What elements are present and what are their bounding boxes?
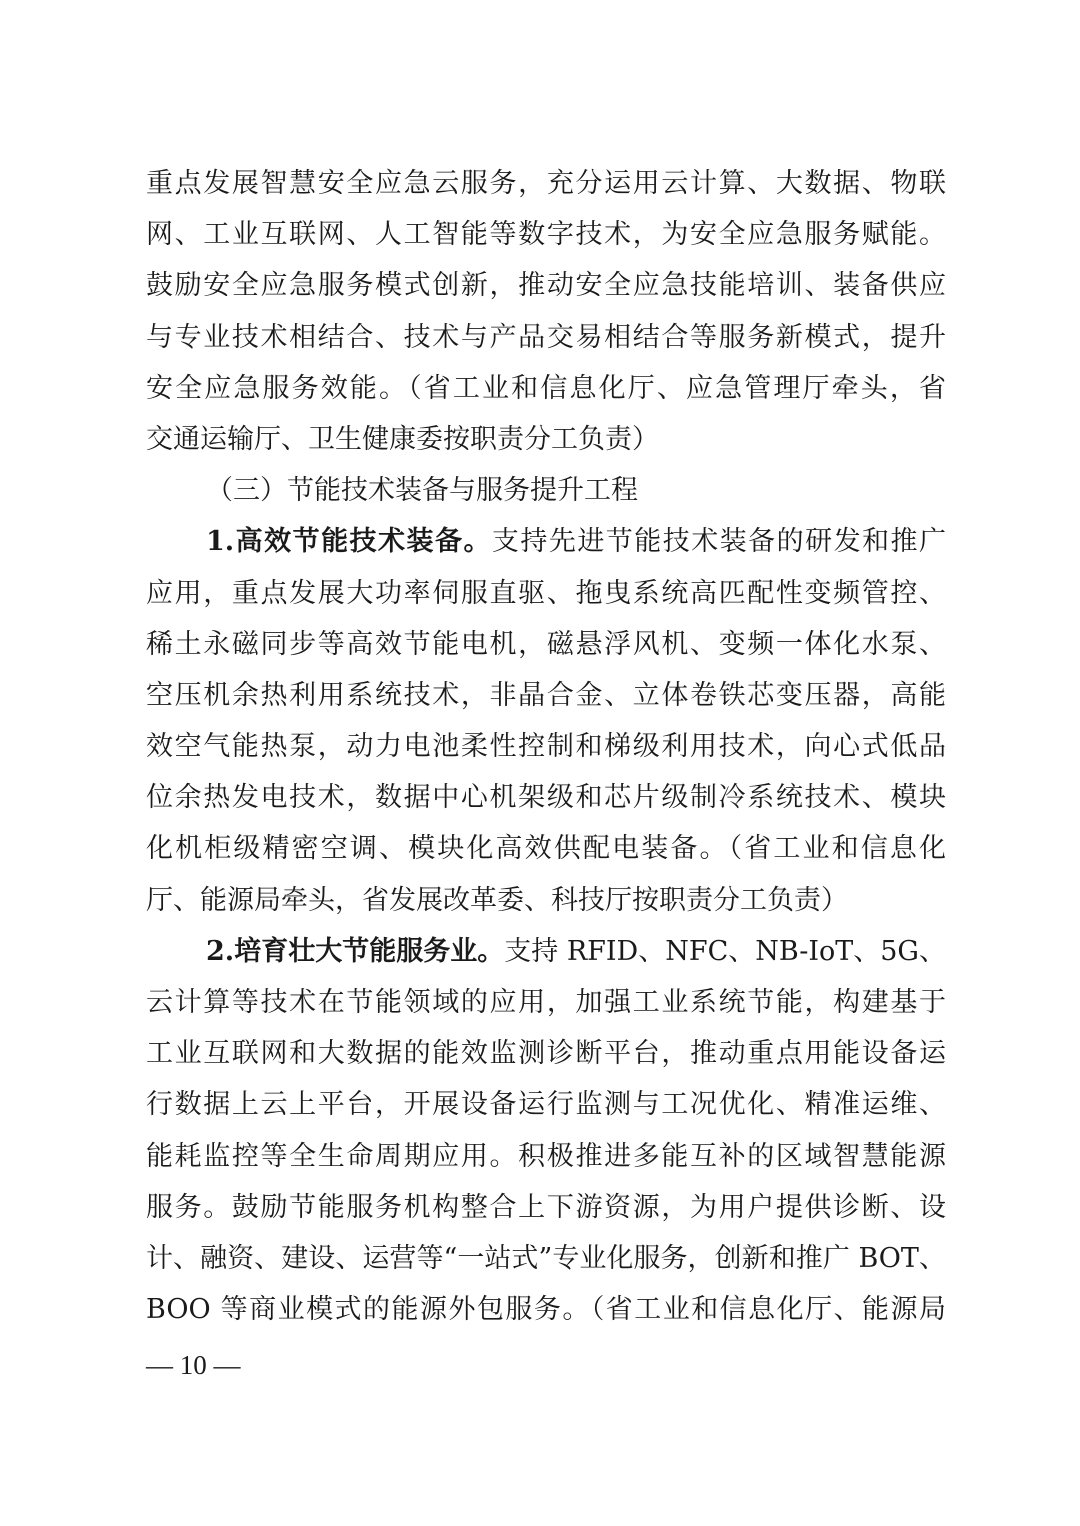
text-line: 重点发展智慧安全应急云服务，充分运用云计算、大数据、物联: [146, 168, 946, 199]
text-line: 工业互联网和大数据的能效监测诊断平台，推动重点用能设备运: [146, 1038, 946, 1070]
item-title: 1.高效节能技术装备。: [206, 526, 492, 558]
text-line: 云计算等技术在节能领域的应用，加强工业系统节能，构建基于: [146, 987, 946, 1018]
text-line: 厅、能源局牵头，省发展改革委、科技厅按职责分工负责）: [146, 884, 848, 916]
text-line: 安全应急服务效能。（省工业和信息化厅、应急管理厅牵头，省: [146, 372, 946, 404]
text-line: 位余热发电技术，数据中心机架级和芯片级制冷系统技术、模块: [146, 782, 946, 814]
text-line: 化机柜级精密空调、模块化高效供配电装备。（省工业和信息化: [146, 833, 946, 865]
text-line: BOO 等商业模式的能源外包服务。（省工业和信息化厅、能源局: [146, 1294, 946, 1326]
item-first-line: [146, 516, 946, 567]
text-line: 服务。鼓励节能服务机构整合上下游资源，为用户提供诊断、设: [146, 1191, 946, 1223]
text-line: 效空气能热泵，动力电池柔性控制和梯级利用技术，向心式低品: [146, 731, 946, 763]
page-number: — 10 —: [146, 1350, 241, 1380]
item-title: 2.培育壮大节能服务业。: [206, 935, 505, 967]
text-line: 稀土永磁同步等高效节能电机，磁悬浮风机、变频一体化水泵、: [146, 628, 946, 660]
text-line: 与专业技术相结合、技术与产品交易相结合等服务新模式，提升: [146, 321, 946, 353]
text-line: 计、融资、建设、运营等“一站式”专业化服务，创新和推广 BOT、: [146, 1242, 946, 1274]
item-first-line: [146, 926, 946, 977]
text-line: 能耗监控等全生命周期应用。积极推进多能互补的区域智慧能源: [146, 1140, 946, 1172]
text-line: 行数据上云上平台，开展设备运行监测与工况优化、精准运维、: [146, 1089, 946, 1121]
item-text: 支持先进节能技术装备的研发和推广: [491, 526, 947, 558]
document-body: [146, 158, 946, 1335]
text-line: 应用，重点发展大功率伺服直驱、拖曳系统高匹配性变频管控、: [146, 577, 946, 609]
text-line: 交通运输厅、卫生健康委按职责分工负责）: [146, 423, 659, 455]
text-line: 鼓励安全应急服务模式创新，推动安全应急技能培训、装备供应: [146, 270, 946, 302]
item-text: 支持 RFID、NFC、NB-IoT、5G、: [504, 935, 947, 967]
section-heading: （三）节能技术装备与服务提升工程: [206, 475, 638, 507]
text-line: 网、工业互联网、人工智能等数字技术，为安全应急服务赋能。: [146, 219, 946, 251]
text-line: 空压机余热利用系统技术，非晶合金、立体卷铁芯变压器，高能: [146, 679, 946, 711]
